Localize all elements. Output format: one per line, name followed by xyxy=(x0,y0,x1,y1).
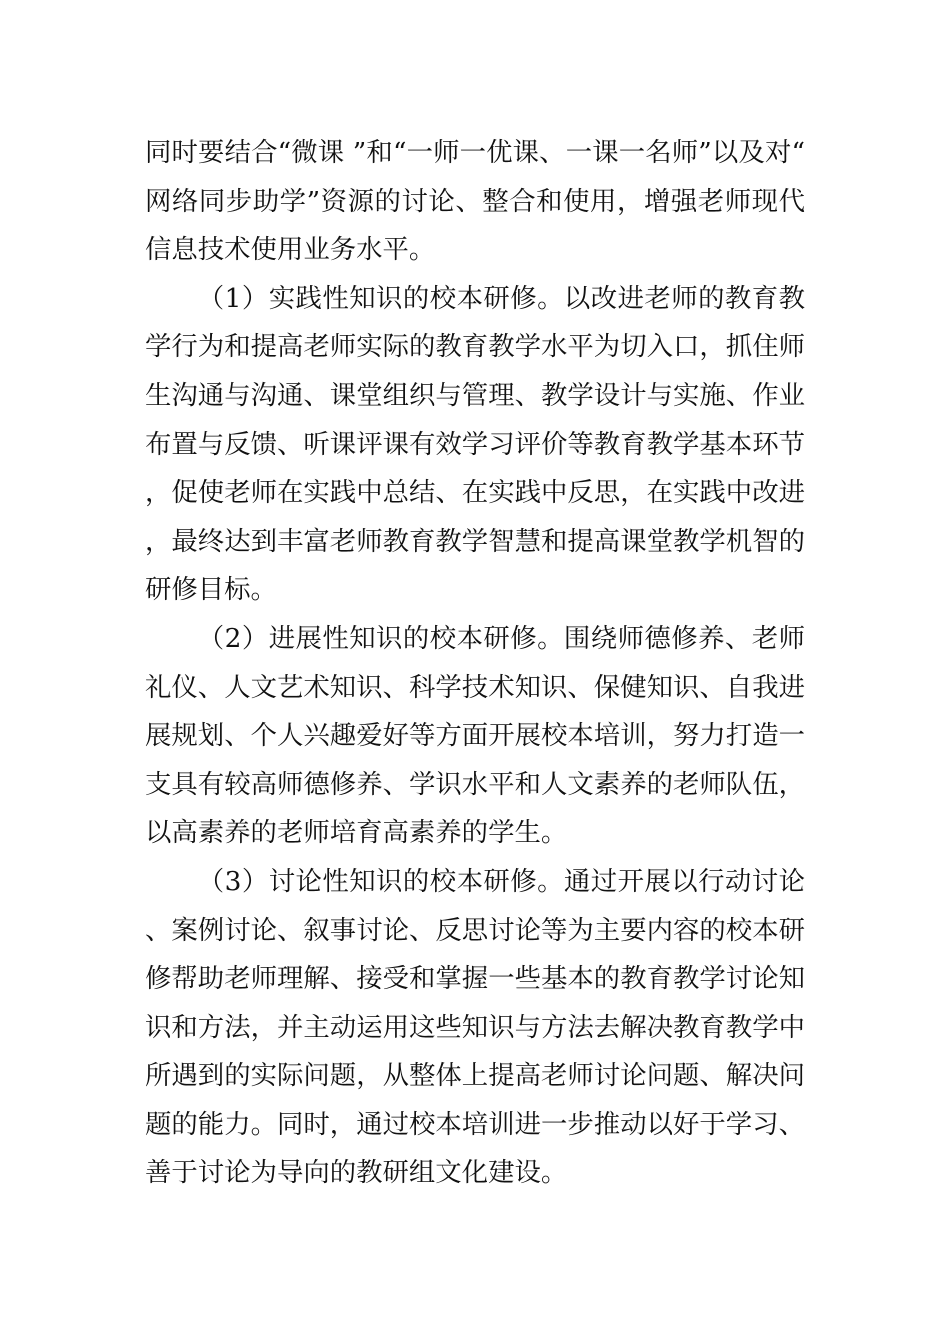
paragraph-development-knowledge: （2）进展性知识的校本研修。围绕师德修养、老师礼仪、人文艺术知识、科学技术知识、保健知识、自我进展规划、个人兴趣爱好等方面开展校本培训，努力打造一支具有较高师德修养、学识水平和人文素养的老师队伍，以高素养的老师培育高素养的学生。 xyxy=(145,622,805,849)
paragraph-research-knowledge: （3）讨论性知识的校本研修。通过开展以行动讨论、案例讨论、叙事讨论、反思讨论等为主要内容的校本研修帮助老师理解、接受和掌握一些基本的教育教学讨论知识和方法，并主动运用这些知识与方法去解决教育教学中所遇到的实际问题，从整体上提高老师讨论问题、解决问题的能力。同时，通过校本培训进一步推动以好于学习、善于讨论为导向的教研组文化建设。 xyxy=(145,865,805,1189)
paragraph-continuation: 同时要结合“微课 ”和“一师一优课、一课一名师”以及对“网络同步助学”资源的讨论、整合和使用，增强老师现代信息技术使用业务水平。 xyxy=(145,137,805,266)
document-body xyxy=(145,129,805,1198)
paragraph-practical-knowledge: （1）实践性知识的校本研修。以改进老师的教育教学行为和提高老师实际的教育教学水平为切入口，抓住师生沟通与沟通、课堂组织与管理、教学设计与实施、作业布置与反馈、听课评课有效学习评价等教育教学基本环节，促使老师在实践中总结、在实践中反思，在实践中改进，最终达到丰富老师教育教学智慧和提高课堂教学机智的研修目标。 xyxy=(145,282,805,606)
